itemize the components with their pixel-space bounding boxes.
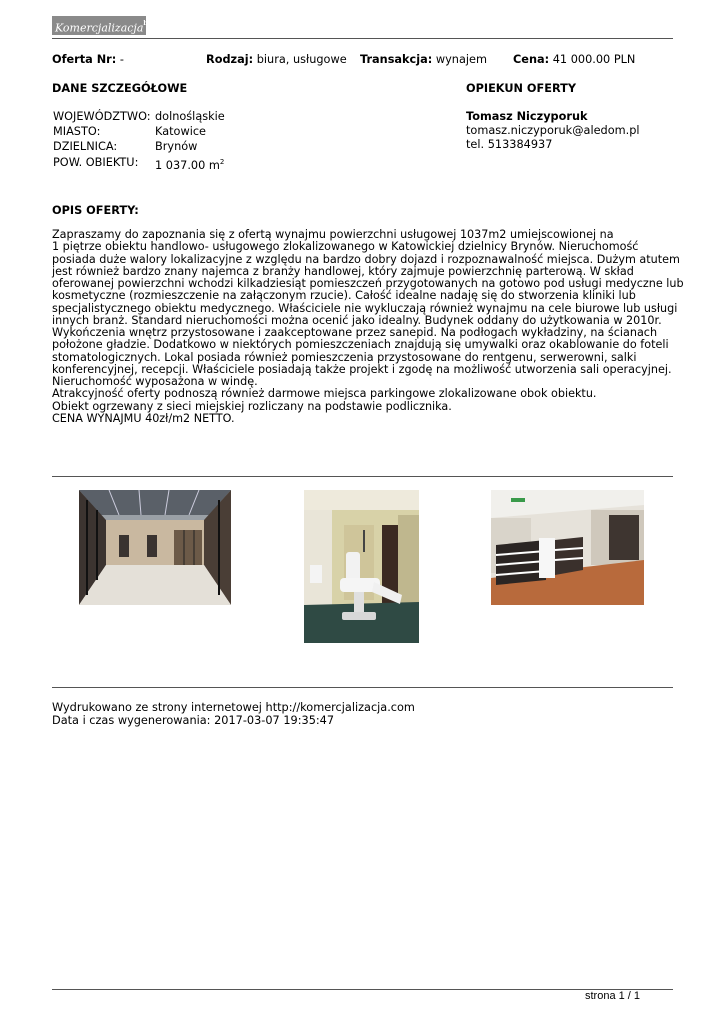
detail-value-district: Brynów bbox=[155, 140, 198, 153]
contact-title: OPIEKUN OFERTY bbox=[466, 82, 577, 95]
printed-from-text: Wydrukowano ze strony internetowej http://komercjalizacja.com bbox=[52, 701, 415, 714]
contact-name: Tomasz Niczyporuk bbox=[466, 110, 588, 123]
description-line: innych branż. Standard nieruchomości można ocenić jako idealny. Budynek oddany do użytkowania w 2010r. bbox=[52, 313, 662, 327]
footer-divider bbox=[52, 687, 673, 688]
photo-reception[interactable] bbox=[491, 490, 644, 605]
description-line: posiada duże walory lokalizacyjne z względu na bardzo dobry dojazd i rozpoznawalność miejsca. Dużym atutem bbox=[52, 252, 680, 266]
offer-price: Cena: 41 000.00 PLN bbox=[513, 53, 636, 66]
description-title: OPIS OFERTY: bbox=[52, 204, 139, 217]
photos-top-divider bbox=[52, 476, 673, 477]
description-line: Nieruchomość wyposażona w windę. bbox=[52, 375, 258, 388]
detail-value-voivodeship: dolnośląskie bbox=[155, 110, 225, 123]
generated-date-text: Data i czas wygenerowania: 2017-03-07 19:35:47 bbox=[52, 714, 335, 727]
offer-transaction: Transakcja: wynajem bbox=[360, 53, 487, 66]
description-line: położone gładzie. Dodatkowo w niektórych pomieszczeniach znajdują się umywalki oraz okablowanie do foteli bbox=[52, 338, 669, 352]
description-line: jest również bardzo znany najemca z branży handlowej, który zajmuje powierzchnię parterową. W skład bbox=[52, 264, 634, 278]
detail-label-district: DZIELNICA: bbox=[53, 140, 118, 153]
description-line: specjalistycznego obiektu medycznego. Właściciele nie wykluczają również wynajmu na cele biurowe lub usługi bbox=[52, 301, 678, 315]
bottom-divider bbox=[52, 989, 673, 990]
description-line: Wykończenia wnętrz przystosowane i zaakceptowane przez sanepid. Na podłogach wykładziny, na ścianach bbox=[52, 326, 658, 339]
description-line: kosmetyczne (rozmieszczenie na załączonym rzucie). Całość idealne nadaję się do stworzenia kliniki lub bbox=[52, 289, 636, 303]
description-line: Zapraszamy do zapoznania się z ofertą wynajmu powierzchni usługowej 1037m2 umiejscowionej na bbox=[52, 228, 614, 241]
description-body bbox=[52, 228, 684, 425]
description-line: stomatologicznych. Lokal posiada również pomieszczenia przystosowane do rentgenu, serwerowni, salki bbox=[52, 350, 637, 364]
page-number: strona 1 / 1 bbox=[585, 990, 641, 1002]
description-line: Atrakcyjność oferty podnoszą również darmowe miejsca parkingowe zlokalizowane obok obiektu. bbox=[52, 387, 597, 401]
details-title: DANE SZCZEGÓŁOWE bbox=[52, 82, 188, 95]
contact-email[interactable]: tomasz.niczyporuk@aledom.pl bbox=[466, 124, 640, 137]
description-line: Obiekt ogrzewany z sieci miejskiej rozliczany na podstawie podlicznika. bbox=[52, 399, 452, 413]
offer-type: Rodzaj: biura, usługowe bbox=[206, 53, 347, 66]
description-line: CENA WYNAJMU 40zł/m2 NETTO. bbox=[52, 411, 235, 425]
offer-number: Oferta Nr: - bbox=[52, 53, 124, 66]
description-line: 1 piętrze obiektu handlowo- usługowego zlokalizowanego w Katowickiej dzielnicy Brynów. Nieruchomość bbox=[52, 240, 639, 254]
detail-value-city: Katowice bbox=[155, 125, 207, 138]
detail-value-area: 1 037.00 $m^2$ bbox=[155, 158, 225, 172]
contact-phone: tel. 513384937 bbox=[466, 138, 553, 151]
site-logo: Komercjalizacja$^{biz}$ bbox=[52, 16, 146, 35]
description-line: oferowanej powierzchni wchodzi kilkadziesiąt pomieszczeń przygotowanych na gotowo pod usługi medyczne lub bbox=[52, 277, 684, 290]
detail-label-area: POW. OBIEKTU: bbox=[53, 156, 139, 169]
header-divider bbox=[52, 38, 673, 39]
detail-label-voivodeship: WOJEWÓDZTWO: bbox=[53, 110, 151, 123]
description-line: konferencyjnej, recepcji. Właściciele posiadają także projekt i zgodę na możliwość utworzenia sali operacyjnej. bbox=[52, 362, 672, 376]
photo-corridor[interactable] bbox=[79, 490, 231, 605]
photo-dental-chair[interactable] bbox=[304, 490, 419, 643]
detail-label-city: MIASTO: bbox=[53, 125, 101, 138]
